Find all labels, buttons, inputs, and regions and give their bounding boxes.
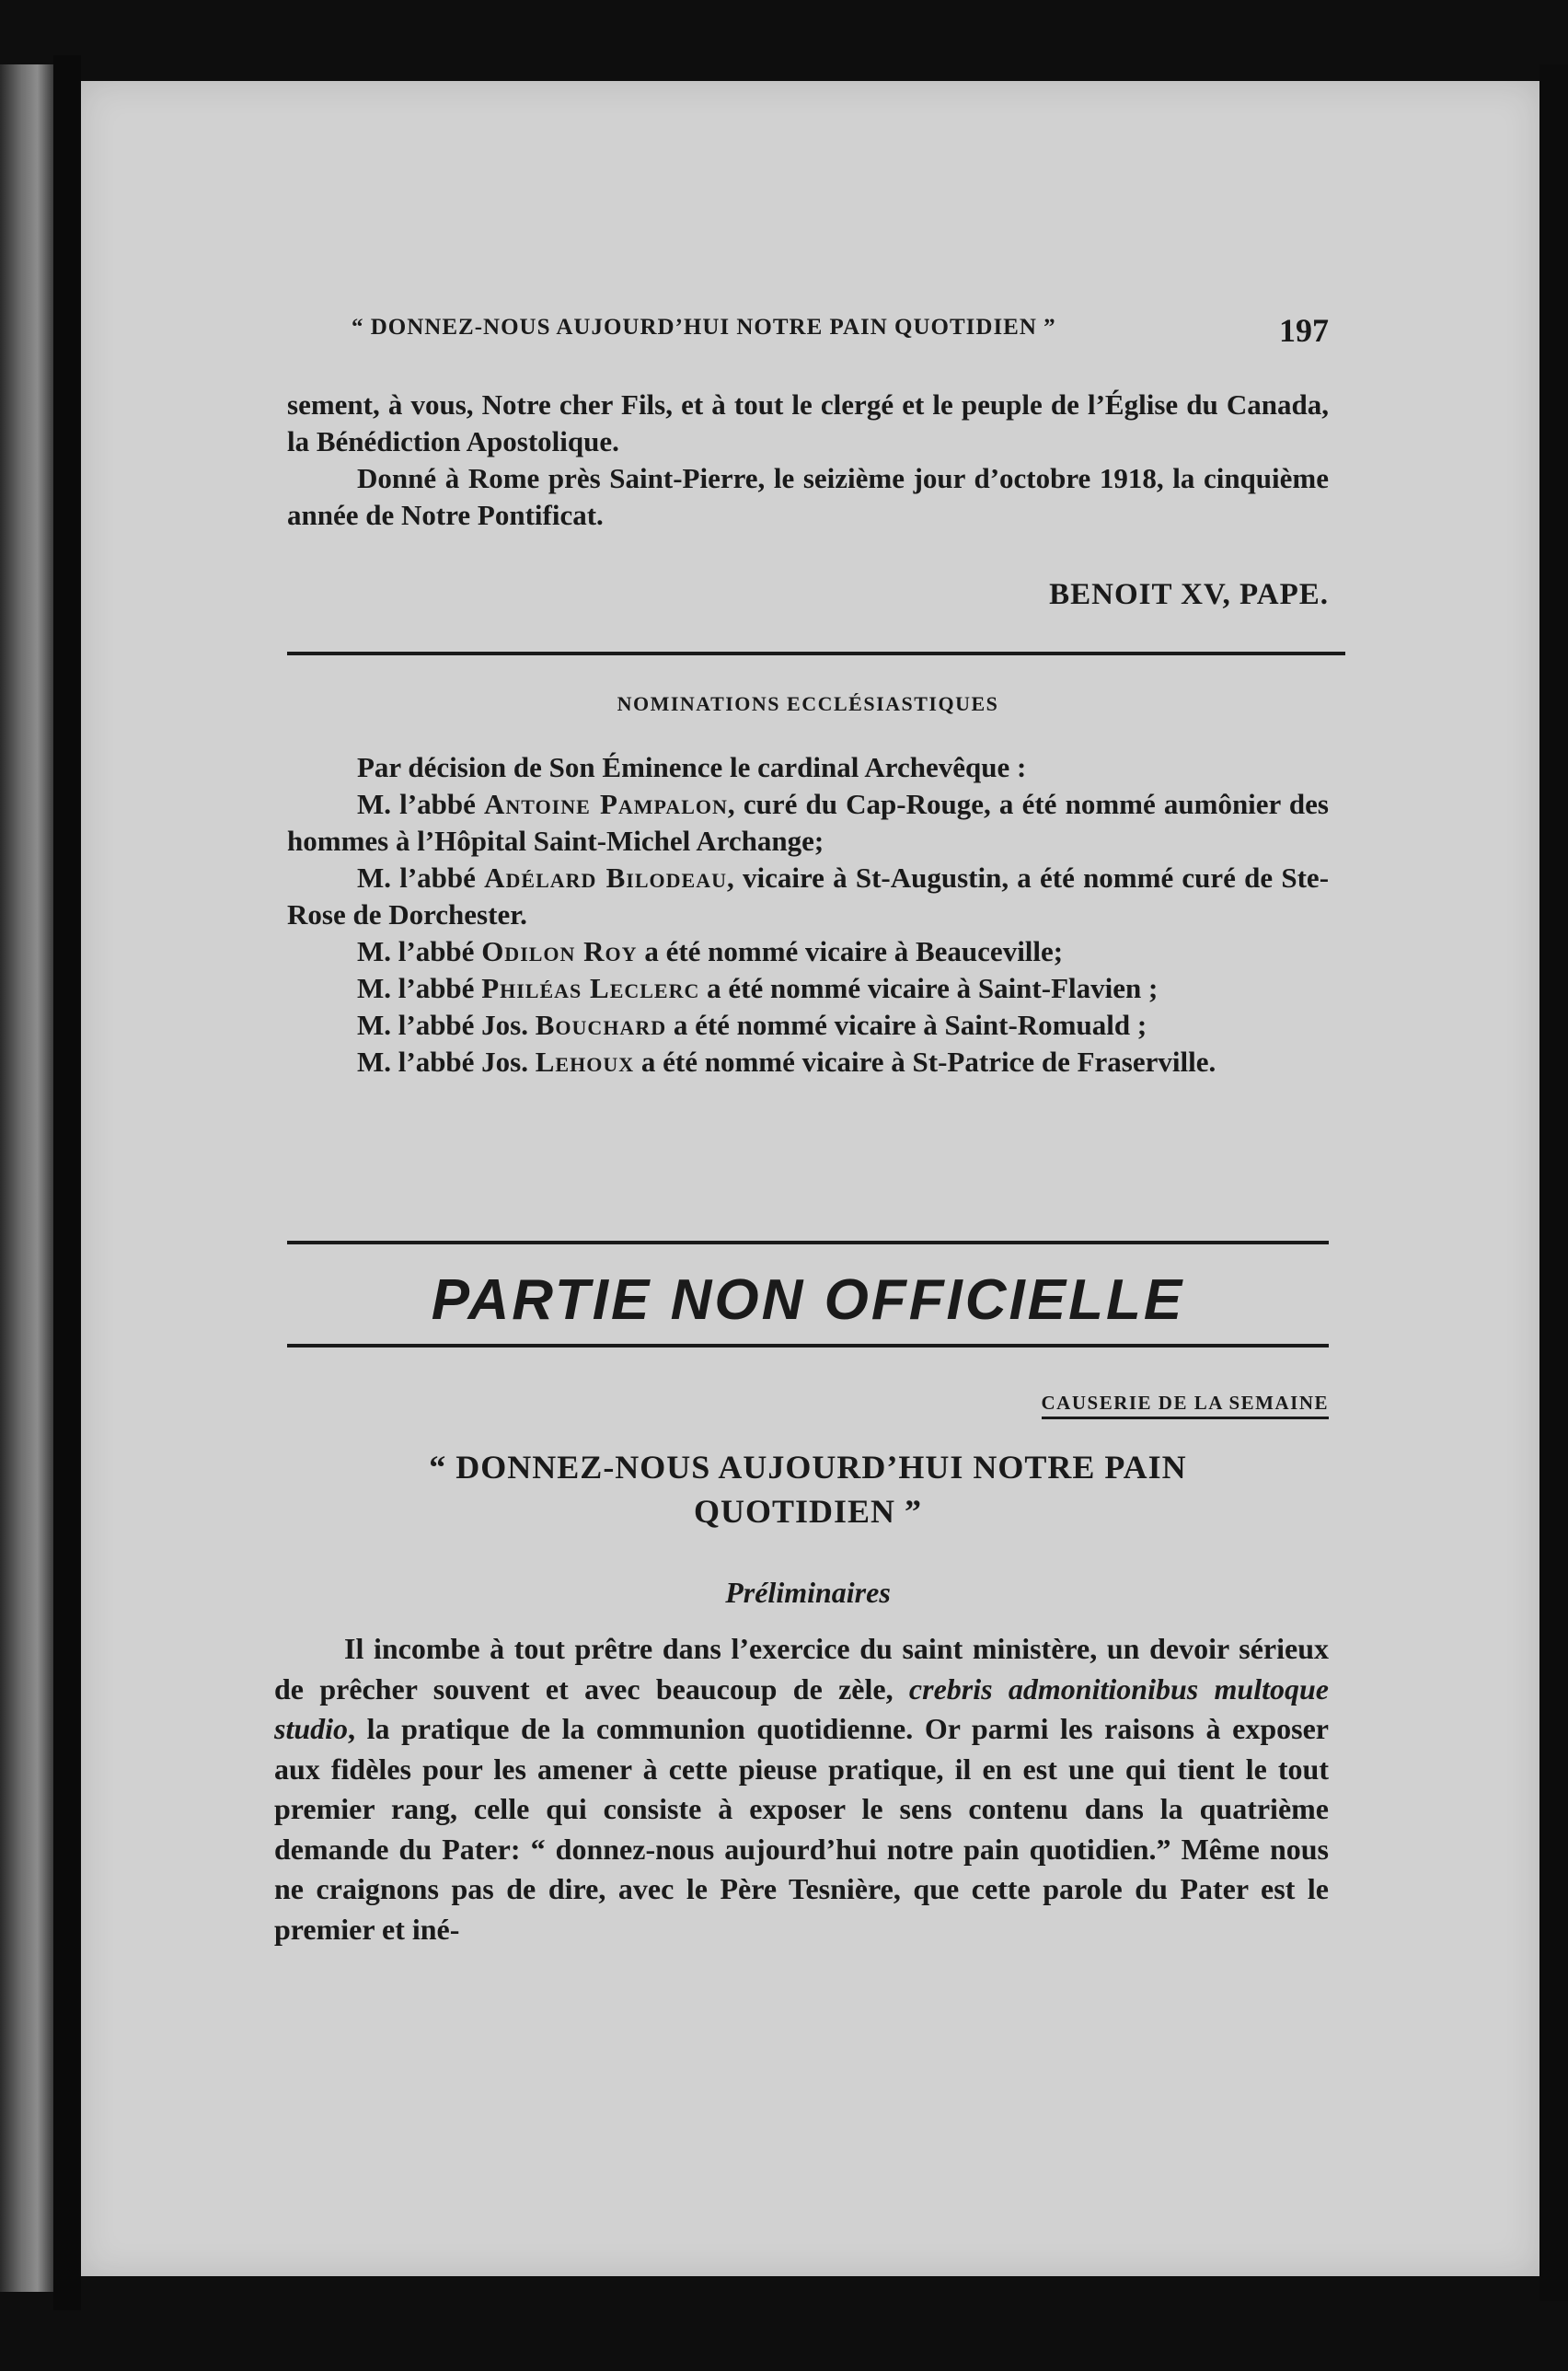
adjacent-page-edge [0,64,53,2292]
section-rule-top [287,652,1345,655]
priest-name: Antoine Pampalon [484,788,728,820]
nominations-intro: Par décision de Son Éminence le cardinal Archevêque : [357,751,1027,783]
nominations-section [287,692,1329,716]
part-rule-bottom [287,1344,1329,1347]
book-gutter [53,55,81,2310]
priest-name: Bouchard [535,1009,667,1041]
priest-name: Odilon Roy [481,935,638,967]
page-number: 197 [1279,312,1329,349]
article-title [287,1445,1329,1533]
rubric-label: CAUSERIE DE LA SEMAINE [1042,1392,1329,1419]
signature-block [287,578,1329,619]
running-head-title: “ DONNEZ-NOUS AUJOURD’HUI NOTRE PAIN QUOTIDIEN ” [352,315,1056,340]
nomination-item: M. l’abbé Antoine Pampalon, curé du Cap-Rouge, a été nommé aumônier des hommes à l’Hôpital Saint-Michel Archange; [287,788,1329,857]
nomination-item: M. l’abbé Jos. Lehoux a été nommé vicaire à St-Patrice de Fraserville. [357,1046,1216,1078]
nomination-item: M. l’abbé Jos. Bouchard a été nommé vicaire à Saint-Romuald ; [357,1009,1147,1041]
article-title-line-1: “ DONNEZ-NOUS AUJOURD’HUI NOTRE PAIN [429,1449,1187,1486]
article-paragraph: Il incombe à tout prêtre dans l’exercice du saint ministère, un devoir sérieux de prêcher souvent et avec beaucoup de zèle, crebris admonitionibus multoque studio, la pratique de la communion quotidienne. Or parmi les raisons à exposer aux fidèles pour les amener à cette pieuse pratique, il en est une qui tient le tout premier rang, celle qui consiste à exposer le sens contenu dans la quatrième demande du Pater: “ donnez-nous aujourd’hui notre pain quotidien.” Même nous ne craignons pas de dire, avec le Père Tesnière, que cette parole du Pater est le premier et iné- [274,1632,1329,1946]
scan-border [1539,64,1568,2301]
part-rule-top [287,1241,1329,1244]
part-title: PARTIE NON OFFICIELLE [431,1268,1185,1332]
letter-end [287,387,1329,534]
latin-phrase: crebris admonitionibus multoque studio [274,1671,1329,1745]
nomination-item: M. l’abbé Philéas Leclerc a été nommé vicaire à Saint-Flavien ; [357,972,1159,1004]
priest-name: Adélard Bilodeau [484,862,727,894]
article-subtitle: Préliminaires [725,1576,891,1609]
nominations-heading: NOMINATIONS ECCLÉSIASTIQUES [617,692,999,715]
letter-para-2: Donné à Rome près Saint-Pierre, le seizième jour d’octobre 1918, la cinquième année de Notre Pontificat. [287,462,1329,531]
letter-para-1: sement, à vous, Notre cher Fils, et à tout le clergé et le peuple de l’Église du Canada, la Bénédiction Apostolique. [287,388,1329,457]
nominations-list [287,749,1329,1081]
priest-name: Lehoux [535,1046,635,1078]
article-body [274,1629,1329,1949]
nomination-item: M. l’abbé Odilon Roy a été nommé vicaire à Beauceville; [357,935,1064,967]
running-head [287,311,1329,353]
nomination-item: M. l’abbé Adélard Bilodeau, vicaire à St-Augustin, a été nommé curé de Ste-Rose de Dorchester. [287,862,1330,931]
priest-name: Philéas Leclerc [481,972,700,1004]
signature: BENOIT XV, PAPE. [1049,578,1329,611]
article-title-line-2: QUOTIDIEN ” [693,1493,923,1530]
